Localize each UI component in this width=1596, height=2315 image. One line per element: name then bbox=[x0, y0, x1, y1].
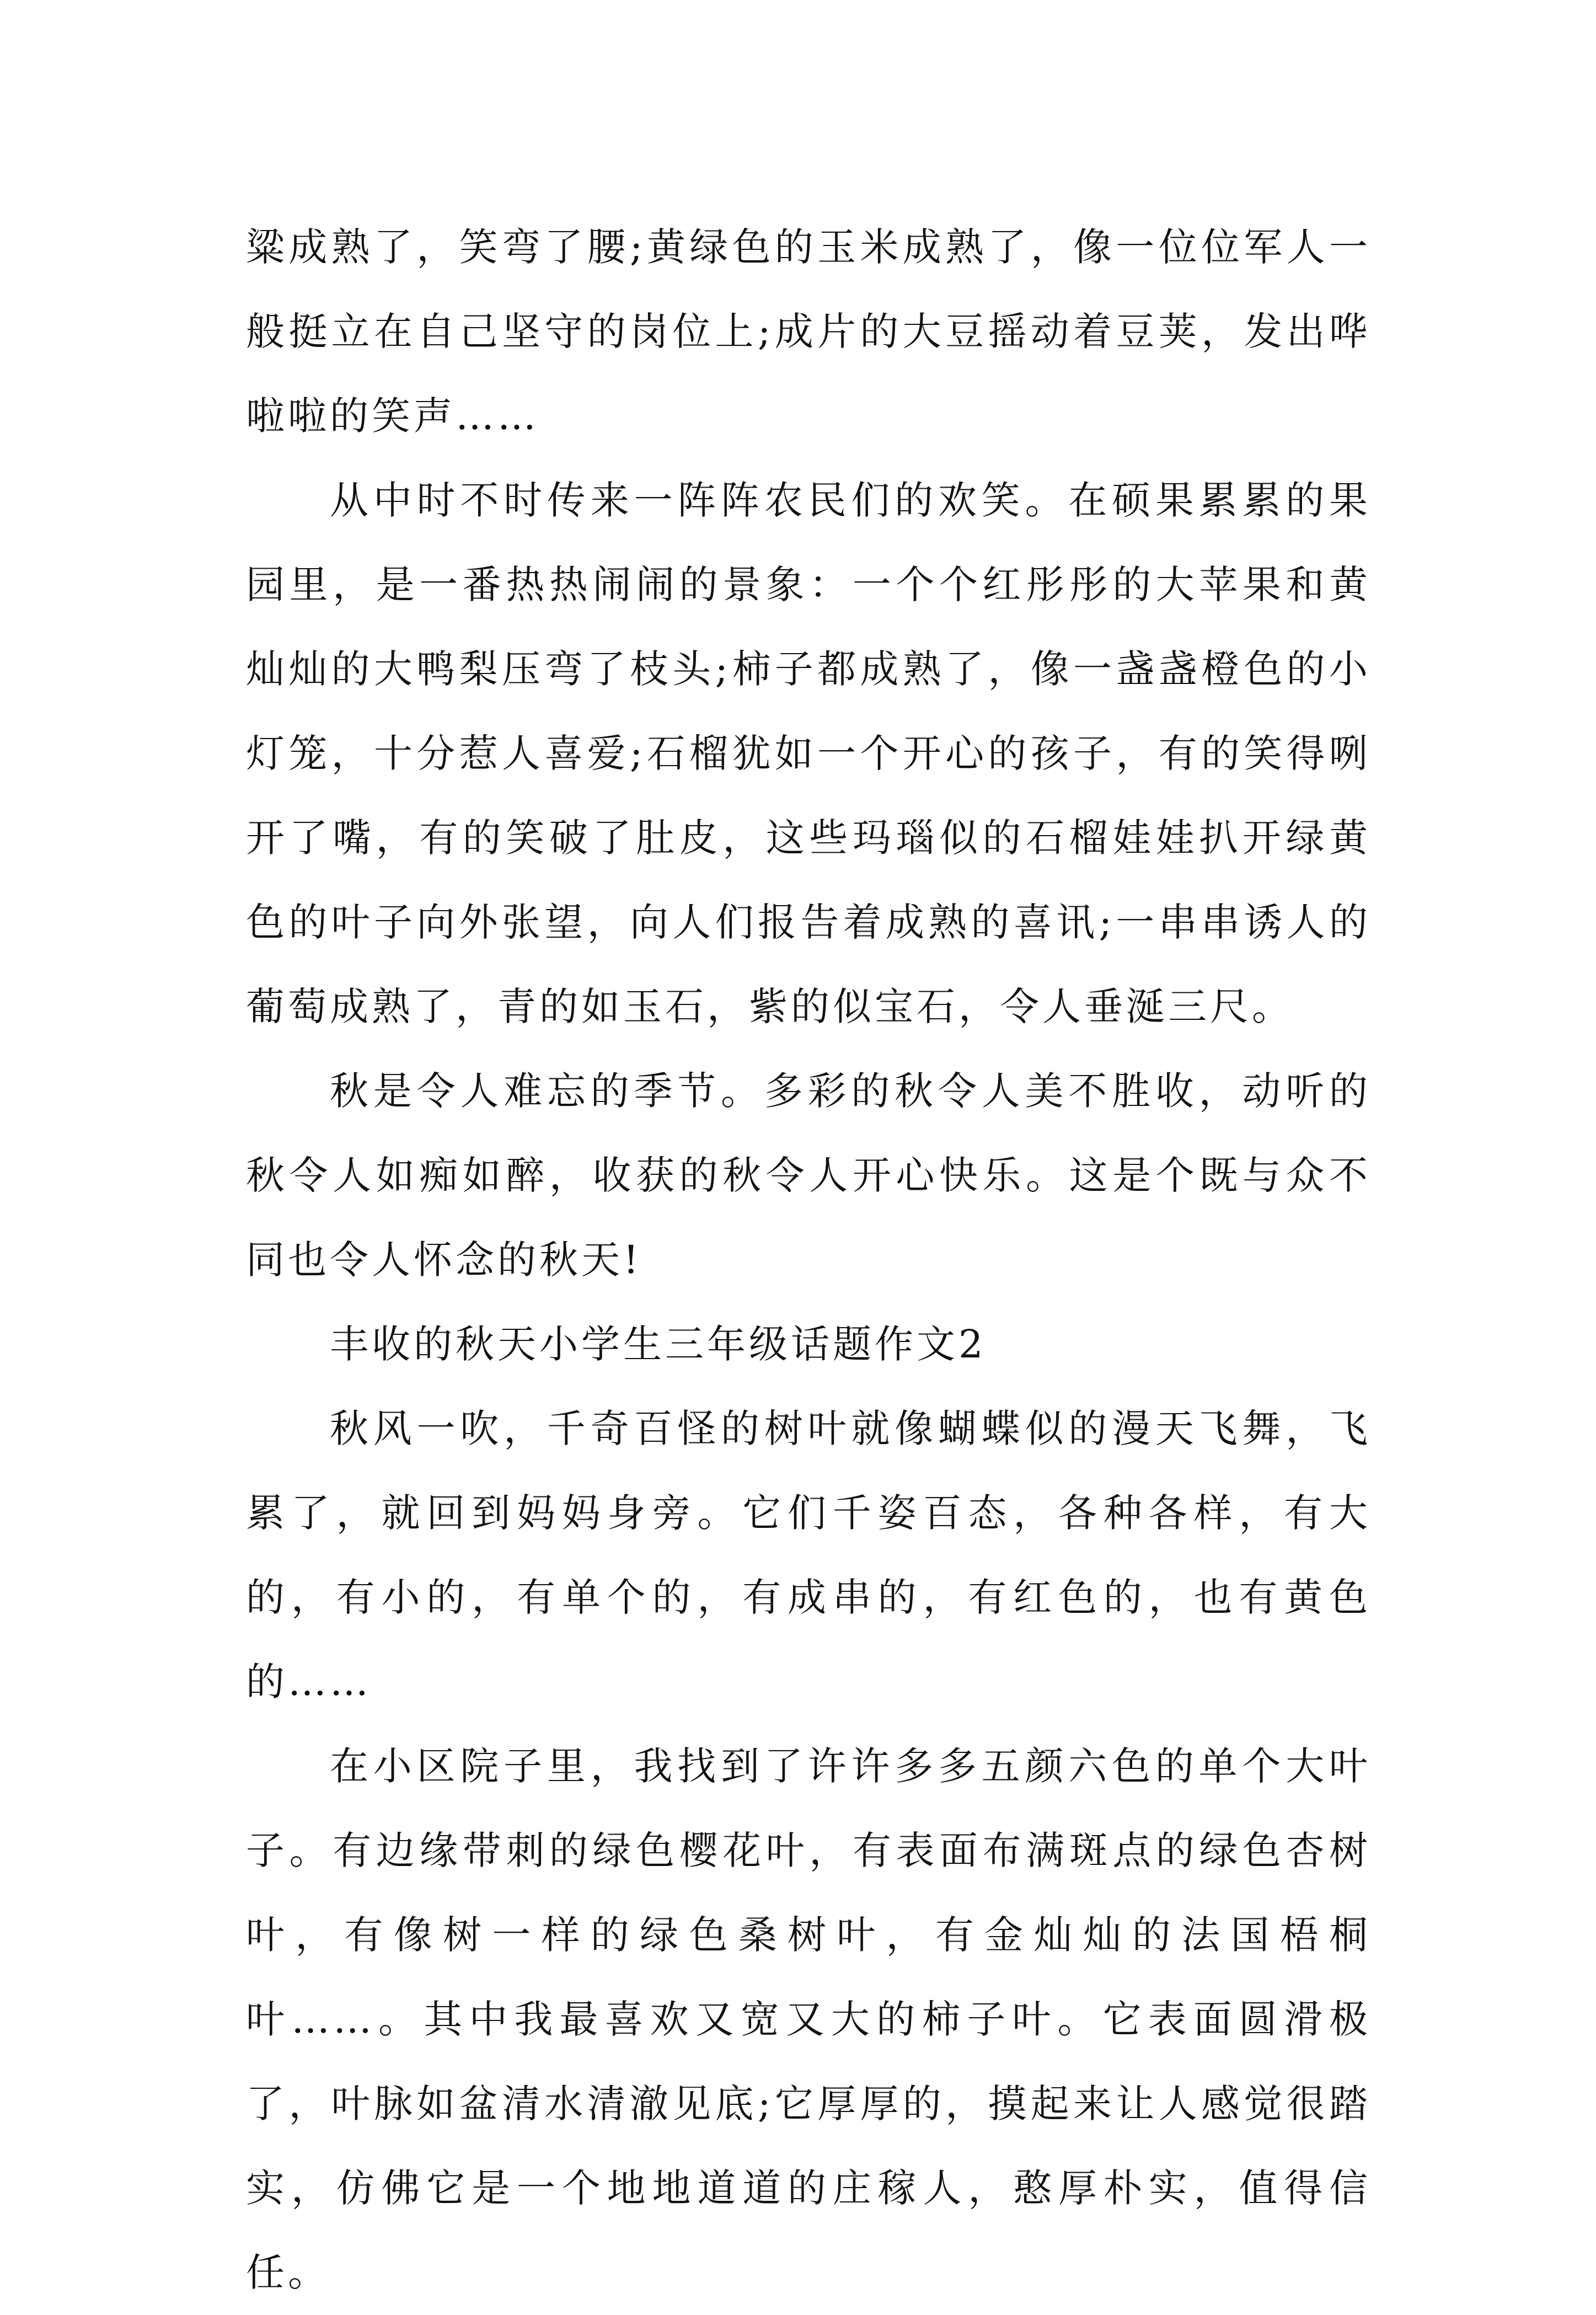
paragraph-5: 在小区院子里，我找到了许许多多五颜六色的单个大叶子。有边缘带刺的绿色樱花叶，有表面布满斑点的绿色杏树叶，有像树一样的绿色桑树叶，有金灿灿的法国梧桐叶……。其中我最喜欢又宽又大的柿子叶。它表面圆滑极了，叶脉如盆清水清澈见底;它厚厚的，摸起来让人感觉很踏实，仿佛它是一个地地道道的庄稼人，憨厚朴实，值得信任。 bbox=[246, 1744, 1371, 2295]
paragraph-2: 从中时不时传来一阵阵农民们的欢笑。在硕果累累的果园里，是一番热热闹闹的景象：一个个红彤彤的大苹果和黄灿灿的大鸭梨压弯了枝头;柿子都成熟了，像一盏盏橙色的小灯笼，十分惹人喜爱;石榴犹如一个开心的孩子，有的笑得咧开了嘴，有的笑破了肚皮，这些玛瑙似的石榴娃娃扒开绿黄色的叶子向外张望，向人们报告着成熟的喜讯;一串串诱人的葡萄成熟了，青的如玉石，紫的似宝石，令人垂涎三尺。 bbox=[246, 478, 1371, 1029]
section-heading: 丰收的秋天小学生三年级话题作文2 bbox=[330, 1322, 987, 1367]
document-body bbox=[246, 205, 1371, 2315]
paragraph-4: 秋风一吹，千奇百怪的树叶就像蝴蝶似的漫天飞舞，飞累了，就回到妈妈身旁。它们千姿百态，各种各样，有大的，有小的，有单个的，有成串的，有红色的，也有黄色的…… bbox=[246, 1406, 1371, 1704]
paragraph-1: 粱成熟了，笑弯了腰;黄绿色的玉米成熟了，像一位位军人一般挺立在自己坚守的岗位上;成片的大豆摇动着豆荚，发出哗啦啦的笑声…… bbox=[246, 224, 1371, 439]
paragraph-3: 秋是令人难忘的季节。多彩的秋令人美不胜收，动听的秋令人如痴如醉，收获的秋令人开心快乐。这是个既与众不同也令人怀念的秋天! bbox=[246, 1068, 1371, 1282]
